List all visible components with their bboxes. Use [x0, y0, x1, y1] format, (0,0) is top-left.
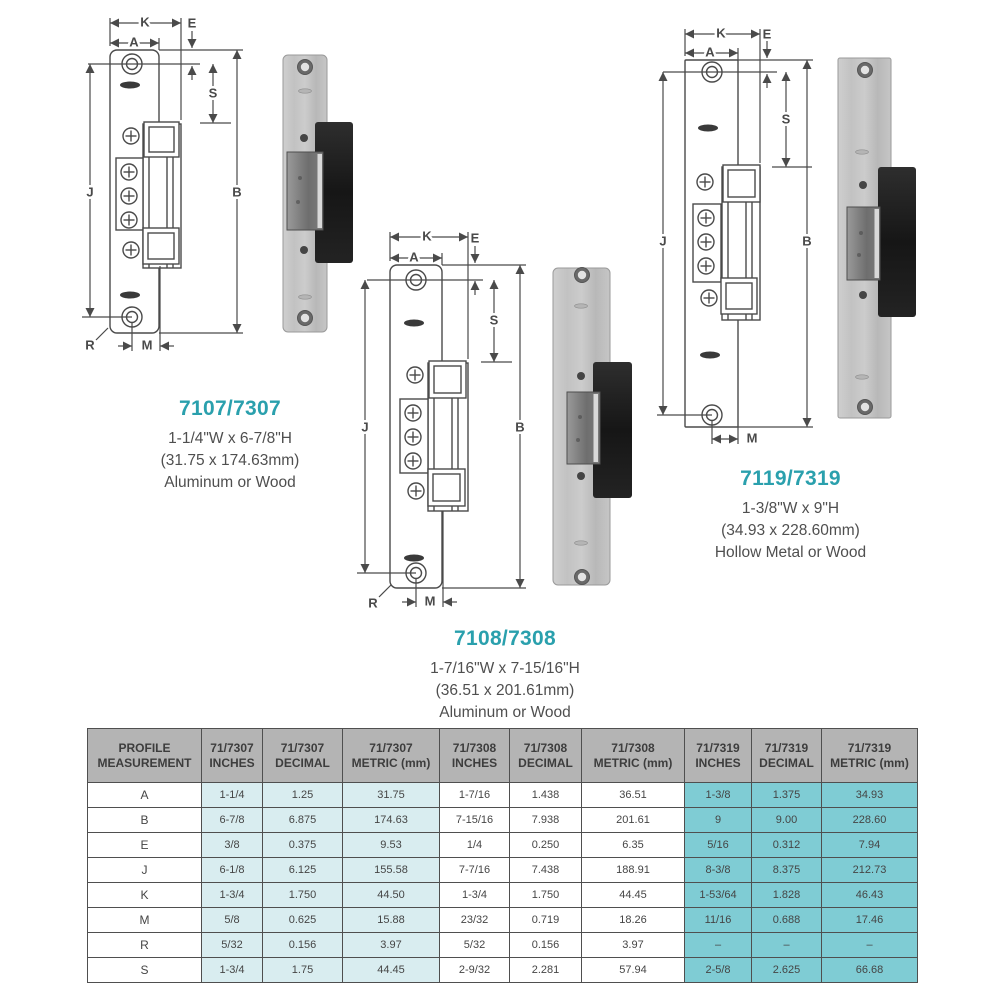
table-row [88, 908, 918, 933]
spec-cell: 2-5/8 [685, 958, 752, 983]
spec-cell: – [685, 933, 752, 958]
spec-cell: 1.25 [263, 783, 343, 808]
spec-header: 71/7319 METRIC (mm) [822, 729, 918, 783]
spec-header: 71/7308 INCHES [440, 729, 510, 783]
product-label-7108-7308 [405, 624, 605, 724]
table-row [88, 858, 918, 883]
dim-label-R: R [85, 337, 95, 353]
spec-cell: 5/16 [685, 833, 752, 858]
spec-cell: 44.50 [343, 883, 440, 908]
spec-cell: 5/32 [202, 933, 263, 958]
spec-cell: 174.63 [343, 808, 440, 833]
spec-cell: 1-3/4 [202, 883, 263, 908]
dim-label-K: K [716, 25, 726, 41]
spec-cell: 1/4 [440, 833, 510, 858]
spec-cell: 44.45 [582, 883, 685, 908]
screw-icon [701, 290, 717, 306]
spec-header: 71/7307 INCHES [202, 729, 263, 783]
product-label-7107-7307 [130, 394, 330, 494]
spec-row-label: M [88, 908, 202, 933]
dim-label-J: J [361, 419, 369, 435]
spec-cell: 7-7/16 [440, 858, 510, 883]
spec-cell: 7.438 [510, 858, 582, 883]
dim-label-E: E [762, 26, 772, 42]
spec-cell: 9.00 [752, 808, 822, 833]
table-row [88, 958, 918, 983]
spec-cell: – [752, 933, 822, 958]
product-material: Aluminum or Wood [439, 703, 571, 721]
spec-row-label: J [88, 858, 202, 883]
dim-label-E: E [187, 15, 197, 31]
dim-label-S: S [781, 111, 791, 127]
product-size-metric: (34.93 x 228.60mm) [721, 521, 860, 539]
dim-label-K: K [422, 228, 432, 244]
dimension-diagram-7108-7308 [353, 223, 548, 618]
dim-label-A: A [409, 249, 419, 265]
table-row [88, 883, 918, 908]
spec-cell: 5/8 [202, 908, 263, 933]
table-row [88, 833, 918, 858]
table-row [88, 783, 918, 808]
spec-cell: 18.26 [582, 908, 685, 933]
dim-label-B: B [232, 184, 242, 200]
brand-mark [404, 555, 424, 562]
spec-cell: 34.93 [822, 783, 918, 808]
dim-label-A: A [129, 34, 139, 50]
spec-cell: 0.312 [752, 833, 822, 858]
spec-cell: 1-53/64 [685, 883, 752, 908]
table-row [88, 808, 918, 833]
dim-label-S: S [208, 85, 218, 101]
spec-cell: 2.625 [752, 958, 822, 983]
spec-cell: 0.156 [263, 933, 343, 958]
screw-icon [408, 483, 424, 499]
product-size-metric: (31.75 x 174.63mm) [160, 451, 300, 469]
spec-cell: 0.250 [510, 833, 582, 858]
spec-cell: 8-3/8 [685, 858, 752, 883]
spec-cell: 6-7/8 [202, 808, 263, 833]
spec-cell: 7.94 [822, 833, 918, 858]
product-photo-7119-7319 [835, 55, 920, 425]
spec-cell: 11/16 [685, 908, 752, 933]
dim-label-J: J [86, 184, 94, 200]
product-title: 7119/7319 [740, 467, 841, 490]
spec-cell: 0.719 [510, 908, 582, 933]
spec-cell: 8.375 [752, 858, 822, 883]
spec-row-label: K [88, 883, 202, 908]
dim-label-M: M [141, 337, 153, 353]
product-material: Hollow Metal or Wood [714, 543, 867, 561]
spec-header: 71/7307 DECIMAL [263, 729, 343, 783]
brand-mark [698, 125, 718, 132]
spec-cell: 3.97 [343, 933, 440, 958]
spec-cell: 188.91 [582, 858, 685, 883]
screw-icon [407, 367, 423, 383]
dim-label-M: M [424, 593, 436, 609]
dim-label-R: R [368, 595, 378, 611]
spec-cell: 31.75 [343, 783, 440, 808]
product-label-7119-7319 [683, 464, 898, 564]
spec-cell: 1.750 [510, 883, 582, 908]
spec-cell: 44.45 [343, 958, 440, 983]
spec-cell: 46.43 [822, 883, 918, 908]
spec-cell: 0.156 [510, 933, 582, 958]
product-title: 7107/7307 [179, 397, 281, 420]
spec-cell: 1-3/8 [685, 783, 752, 808]
spec-cell: 6.35 [582, 833, 685, 858]
spec-cell: 1.828 [752, 883, 822, 908]
spec-cell: 2.281 [510, 958, 582, 983]
spec-cell: 36.51 [582, 783, 685, 808]
spec-header: 71/7319 INCHES [685, 729, 752, 783]
spec-cell: 0.688 [752, 908, 822, 933]
spec-header: 71/7307 METRIC (mm) [343, 729, 440, 783]
dim-label-E: E [470, 230, 480, 246]
brand-mark [404, 320, 424, 327]
dim-label-A: A [705, 44, 715, 60]
dimension-diagram-7107-7307 [80, 10, 265, 395]
spec-cell: 1.75 [263, 958, 343, 983]
spec-cell: 3/8 [202, 833, 263, 858]
spec-cell: 0.625 [263, 908, 343, 933]
brand-mark [120, 82, 140, 89]
spec-cell: 1-3/4 [202, 958, 263, 983]
spec-cell: 155.58 [343, 858, 440, 883]
spec-cell: 66.68 [822, 958, 918, 983]
product-size-inches: 1-1/4"W x 6-7/8"H [168, 429, 292, 447]
product-photo-7108-7308 [548, 262, 633, 592]
spec-cell: 201.61 [582, 808, 685, 833]
spec-cell: 7.938 [510, 808, 582, 833]
keeper-assembly [400, 361, 468, 511]
spec-row-label: E [88, 833, 202, 858]
spec-cell: 212.73 [822, 858, 918, 883]
spec-row-label: B [88, 808, 202, 833]
product-size-inches: 1-3/8"W x 9"H [741, 499, 840, 517]
spec-cell: 15.88 [343, 908, 440, 933]
spec-row-label: S [88, 958, 202, 983]
spec-cell: 5/32 [440, 933, 510, 958]
dim-label-S: S [489, 312, 499, 328]
spec-header: 71/7319 DECIMAL [752, 729, 822, 783]
dim-label-J: J [659, 233, 667, 249]
dimension-diagram-7119-7319 [655, 10, 820, 460]
spec-cell: 6.875 [263, 808, 343, 833]
spec-cell: 1.375 [752, 783, 822, 808]
spec-cell: 57.94 [582, 958, 685, 983]
dim-label-B: B [802, 233, 812, 249]
spec-cell: 1.750 [263, 883, 343, 908]
product-material: Aluminum or Wood [164, 473, 296, 491]
spec-cell: 17.46 [822, 908, 918, 933]
spec-header: PROFILE MEASUREMENT [88, 729, 202, 783]
spec-row-label: A [88, 783, 202, 808]
spec-cell: 2-9/32 [440, 958, 510, 983]
product-size-metric: (36.51 x 201.61mm) [435, 681, 575, 699]
brand-mark [700, 352, 720, 359]
product-photo-7107-7307 [278, 50, 358, 340]
screw-icon [697, 174, 713, 190]
dim-label-M: M [746, 430, 758, 446]
keeper-assembly [116, 122, 181, 268]
spec-table [87, 728, 918, 983]
spec-cell: 1-3/4 [440, 883, 510, 908]
keeper-block [878, 167, 916, 317]
spec-header: 71/7308 METRIC (mm) [582, 729, 685, 783]
spec-cell: 0.375 [263, 833, 343, 858]
spec-cell: 9.53 [343, 833, 440, 858]
product-title: 7108/7308 [454, 627, 556, 650]
screw-icon [123, 128, 139, 144]
spec-cell: 7-15/16 [440, 808, 510, 833]
dim-label-B: B [515, 419, 525, 435]
spec-cell: 6.125 [263, 858, 343, 883]
screw-icon [123, 242, 139, 258]
brand-mark [120, 292, 140, 299]
dim-label-K: K [140, 14, 150, 30]
keeper-assembly [693, 165, 760, 320]
product-size-inches: 1-7/16"W x 7-15/16"H [430, 659, 580, 677]
spec-cell: – [822, 933, 918, 958]
spec-cell: 1-7/16 [440, 783, 510, 808]
spec-cell: 228.60 [822, 808, 918, 833]
table-row [88, 933, 918, 958]
spec-cell: 1.438 [510, 783, 582, 808]
spec-row-label: R [88, 933, 202, 958]
spec-cell: 6-1/8 [202, 858, 263, 883]
spec-cell: 3.97 [582, 933, 685, 958]
spec-cell: 1-1/4 [202, 783, 263, 808]
spec-header: 71/7308 DECIMAL [510, 729, 582, 783]
spec-cell: 23/32 [440, 908, 510, 933]
spec-cell: 9 [685, 808, 752, 833]
